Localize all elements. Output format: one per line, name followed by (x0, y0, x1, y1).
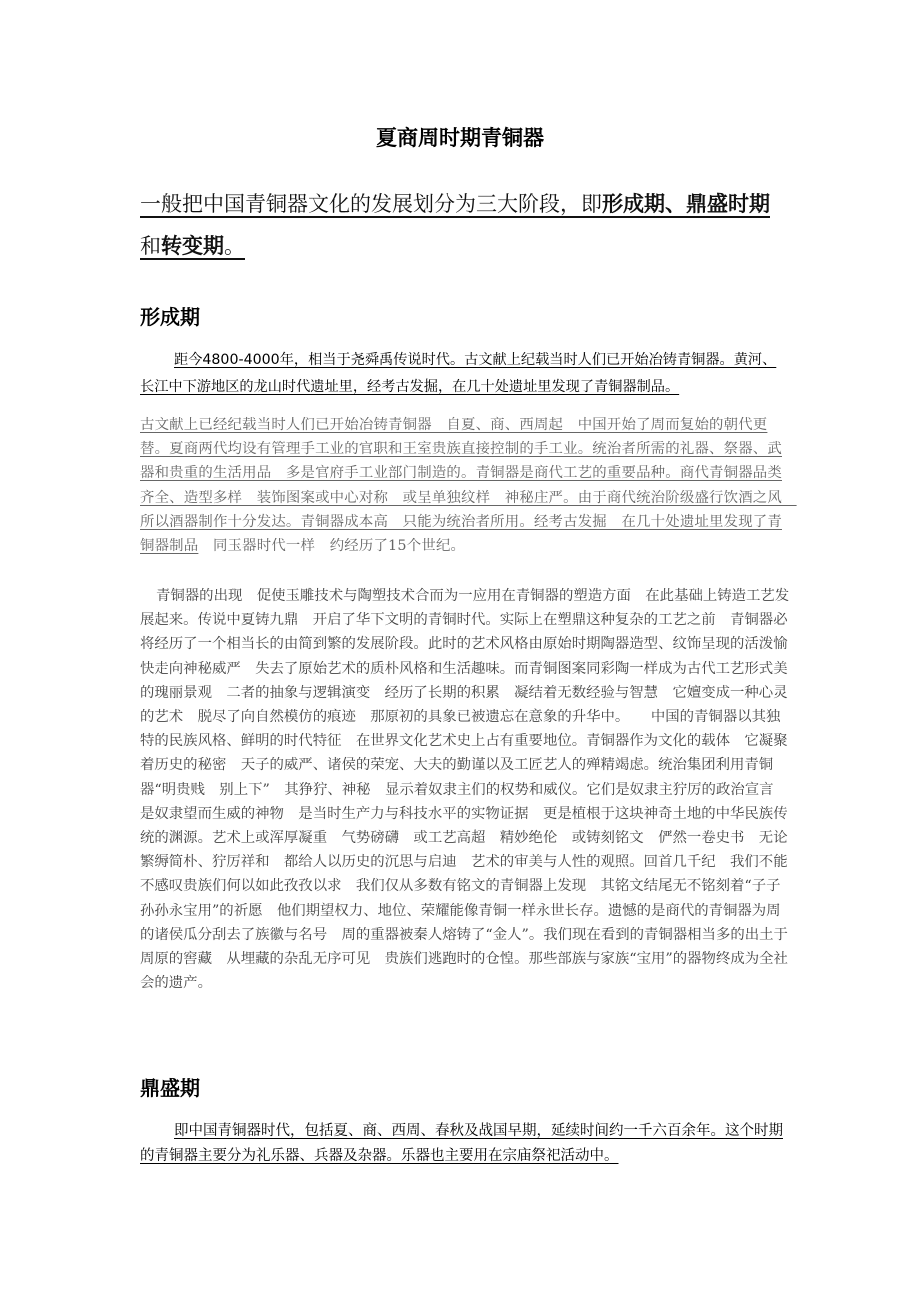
formation-paragraph-3 (140, 584, 790, 995)
section-heading-formation: 形成期 (140, 305, 200, 329)
peak-intro-text: 即中国青铜器时代，包括夏、商、西周、春秋及战国早期，延续时间约一千六百余年。这个时期的青铜器主要分为礼乐器、兵器及杂器。乐器也主要用在宗庙祭祀活动中。 (140, 1123, 783, 1164)
peak-intro-paragraph (140, 1119, 790, 1169)
formation-paragraph-2-underlined: 古文献上已经纪载当时人们已开始冶铸青铜器 自夏、商、西周起 中国开始了周而复始的朝代更替。夏商两代均设有管理手工业的官职和王室贵族直接控制的手工业。统治者所需的礼器、祭器、武器和贵重的生活用品 多是官府手工业部门制造的。青铜器是商代工艺的重要品种。商代青铜器品类齐全、造型多样 装饰图案或中心对称 或呈单独纹样 神秘庄严。由于商代统治阶级盛行饮酒之风 所以酒器制作十分发达。青铜器成本高 只能为统治者所用。经考古发掘 在几十处遗址里发现了青铜器制品 (140, 417, 797, 555)
formation-paragraph-2-tail: 同玉器时代一样 约经历了15个世纪。 (198, 538, 466, 555)
lead-paragraph (140, 183, 790, 267)
lead-text-b: 和 (140, 234, 161, 258)
document-title: 夏商周时期青铜器 (376, 126, 544, 150)
lead-bold-a: 形成期、鼎盛时期 (602, 192, 770, 216)
formation-intro-text: 距今4800-4000年，相当于尧舜禹传说时代。古文献上纪载当时人们已开始冶铸青铜器。黄河、长江中下游地区的龙山时代遗址里，经考古发掘，在几十处遗址里发现了青铜器制品。 (140, 352, 777, 395)
formation-paragraph-2 (140, 413, 797, 558)
formation-intro-paragraph (140, 347, 790, 401)
lead-text-c: 。 (224, 234, 245, 258)
section-heading-peak: 鼎盛期 (140, 1076, 200, 1100)
formation-paragraph-3-text: 青铜器的出现 促使玉雕技术与陶塑技术合而为一应用在青铜器的塑造方面 在此基础上铸造工艺发展起来。传说中夏铸九鼎 开启了华下文明的青铜时代。实际上在塑鼎这种复杂的工艺之前 青铜器必将经历了一个相当长的由简到繁的发展阶段。此时的艺术风格由原始时期陶器造型、纹饰呈现的活泼愉快走向神秘威严 失去了原始艺术的质朴风格和生活趣味。而青铜图案同彩陶一样成为古代工艺形式美的瑰丽景观 二者的抽象与逻辑演变 经历了长期的积累 凝结着无数经验与智慧 它嬗变成一种心灵的艺术 脱尽了向自然模仿的痕迹 那原初的具象已被遗忘在意象的升华中。 中国的青铜器以其独特的民族风格、鲜明的时代特征 在世界文化艺术史上占有重要地位。青铜器作为文化的载体 它凝聚着历史的秘密 天子的威严、诸侯的荣宠、大夫的勤谨以及工匠艺人的殚精竭虑。统治集团利用青铜器“明贵贱 别上下” 其狰狞、神秘 显示着奴隶主们的权势和威仪。它们是奴隶主狞厉的政治宣言 是奴隶望而生威的神物 是当时生产力与科技水平的实物证据 更是植根于这块神奇土地的中华民族传统的渊源。艺术上或浑厚凝重 气势磅礴 或工艺高超 精妙绝伦 或铸刻铭文 俨然一卷史书 无论繁缛简朴、狞厉祥和 都给人以历史的沉思与启迪 艺术的审美与人性的观照。回首几千纪 我们不能不感叹贵族们何以如此孜孜以求 我们仅从多数有铭文的青铜器上发现 其铭文结尾无不铭刻着“子子孙孙永宝用”的祈愿 他们期望权力、地位、荣耀能像青铜一样永世长存。遗憾的是商代的青铜器为周的诸侯瓜分刮去了族徽与名号 周的重器被秦人熔铸了“金人”。我们现在看到的青铜器相当多的出土于周原的窖藏 从埋藏的杂乱无序可见 贵族们逃跑时的仓惶。那些部族与家族“宝用”的器物终成为全社会的遗产。 (140, 588, 790, 992)
lead-text-a: 一般把中国青铜器文化的发展划分为三大阶段，即 (140, 192, 602, 216)
lead-bold-b: 转变期 (161, 234, 224, 258)
